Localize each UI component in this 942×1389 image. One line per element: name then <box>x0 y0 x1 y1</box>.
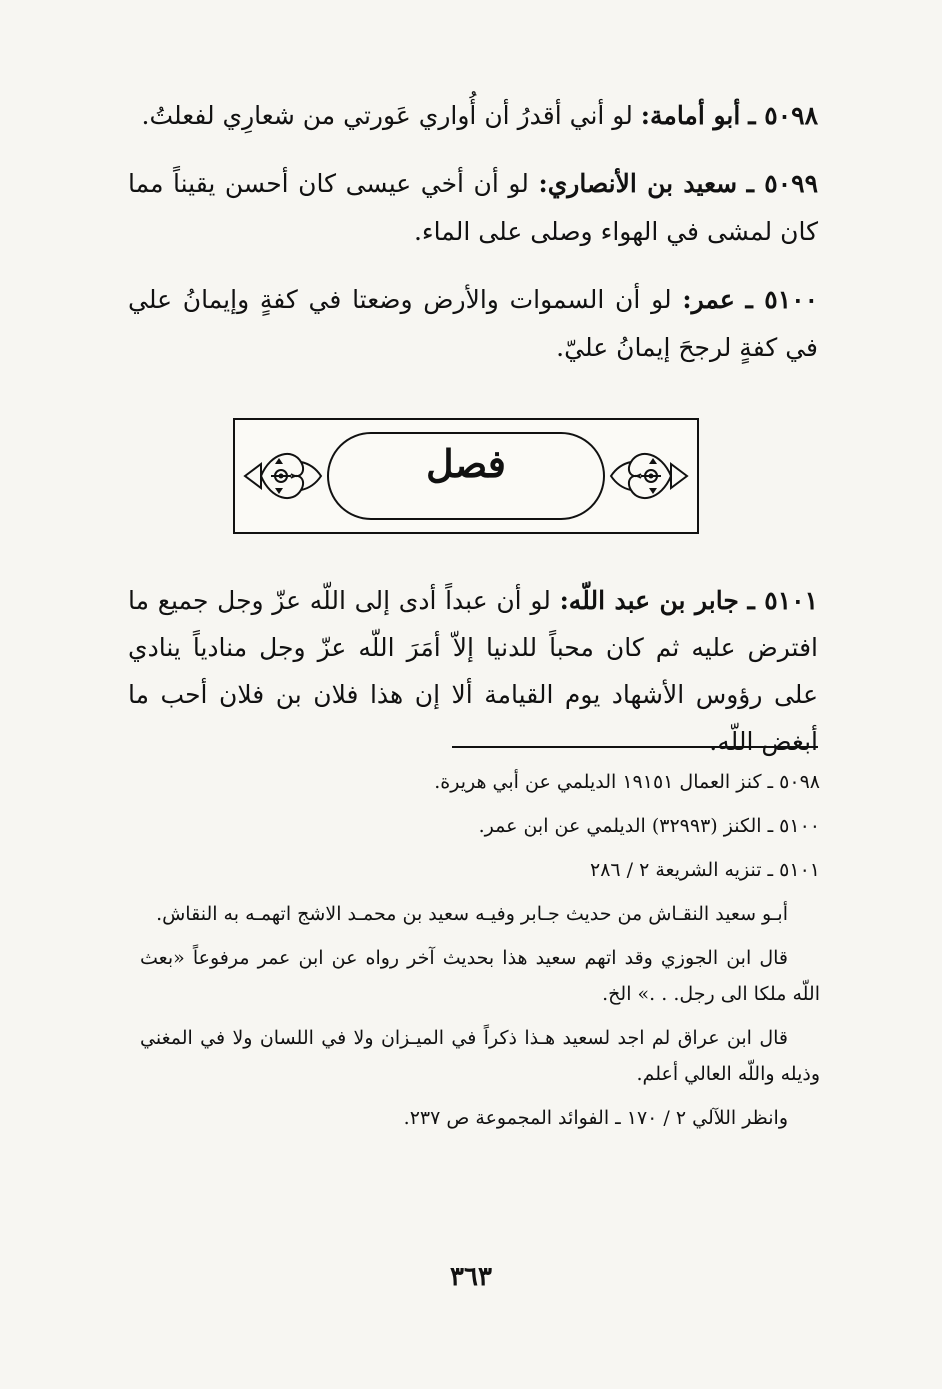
entry-number: ٥١٠١ ـ <box>747 586 818 615</box>
footnotes <box>140 764 820 1144</box>
entry-narrator: أبو أمامة: <box>640 101 741 130</box>
entry-narrator: جابر بن عبد اللّه: <box>559 586 739 615</box>
section-banner <box>233 418 699 534</box>
footnote: وانظر اللآلي ٢ / ١٧٠ ـ الفوائد المجموعة ص ٢٣٧. <box>403 1107 788 1129</box>
footnote: ٥١٠١ ـ تنزيه الشريعة ٢ / ٢٨٦ <box>589 859 820 881</box>
entry-5099 <box>128 160 818 256</box>
entry-number: ٥٠٩٨ ـ <box>748 101 818 130</box>
entry-narrator: سعيد بن الأنصاري: <box>538 169 738 198</box>
footnote: ٥٠٩٨ ـ كنز العمال ١٩١٥١ الديلمي عن أبي هريرة. <box>434 771 820 793</box>
arabesque-ornament-icon <box>607 434 691 518</box>
entry-text: لو أن عبداً أدى إلى اللّه عزّ وجل جميع ما افترض عليه ثم كان محباً للدنيا إلاّ أمَرَ اللّه عزّ وجل منادياً ينادي على رؤوس الأشهاد يوم القيامة ألا إن هذا فلان بن فلان أحب ما أبغض اللّه. <box>128 586 818 756</box>
footnote: قال ابن الجوزي وقد اتهم سعيد هذا بحديث آخر رواه عن ابن عمر مرفوعاً «بعث اللّه ملكا الى رجل. . .» الخ. <box>140 947 820 1005</box>
entry-5100 <box>128 276 818 372</box>
footnote: قال ابن عراق لم اجد لسعيد هـذا ذكراً في الميـزان ولا في اللسان ولا في المغني وذيله واللّه العالي أعلم. <box>140 1027 820 1085</box>
entry-text: لو أن السموات والأرض وضعتا في كفةٍ وإيمانُ علي في كفةٍ لرجحَ إيمانُ عليّ. <box>128 285 818 362</box>
entry-text: لو أني أقدرُ أن أُواري عَورتي من شعارِي لفعلتُ. <box>141 101 633 130</box>
footnote-divider <box>452 746 818 748</box>
entry-text: لو أن أخي عيسى كان أحسن يقيناً مما كان لمشى في الهواء وصلى على الماء. <box>128 169 818 246</box>
page-number: ٣٦٣ <box>450 1262 492 1292</box>
footnote: أبـو سعيد النقـاش من حديث جـابر وفيـه سعيد بن محمـد الاشج اتهمـه به النقاش. <box>156 903 788 925</box>
entry-narrator: عمر: <box>682 285 735 314</box>
entry-5098 <box>128 92 818 140</box>
entry-number: ٥٠٩٩ ـ <box>746 169 819 198</box>
entry-5101 <box>128 577 818 765</box>
entries-top <box>128 92 818 392</box>
footnote: ٥١٠٠ ـ الكنز (٣٢٩٩٣) الديلمي عن ابن عمر. <box>478 815 820 837</box>
entry-number: ٥١٠٠ ـ <box>745 285 819 314</box>
section-title: فصل <box>426 441 506 486</box>
